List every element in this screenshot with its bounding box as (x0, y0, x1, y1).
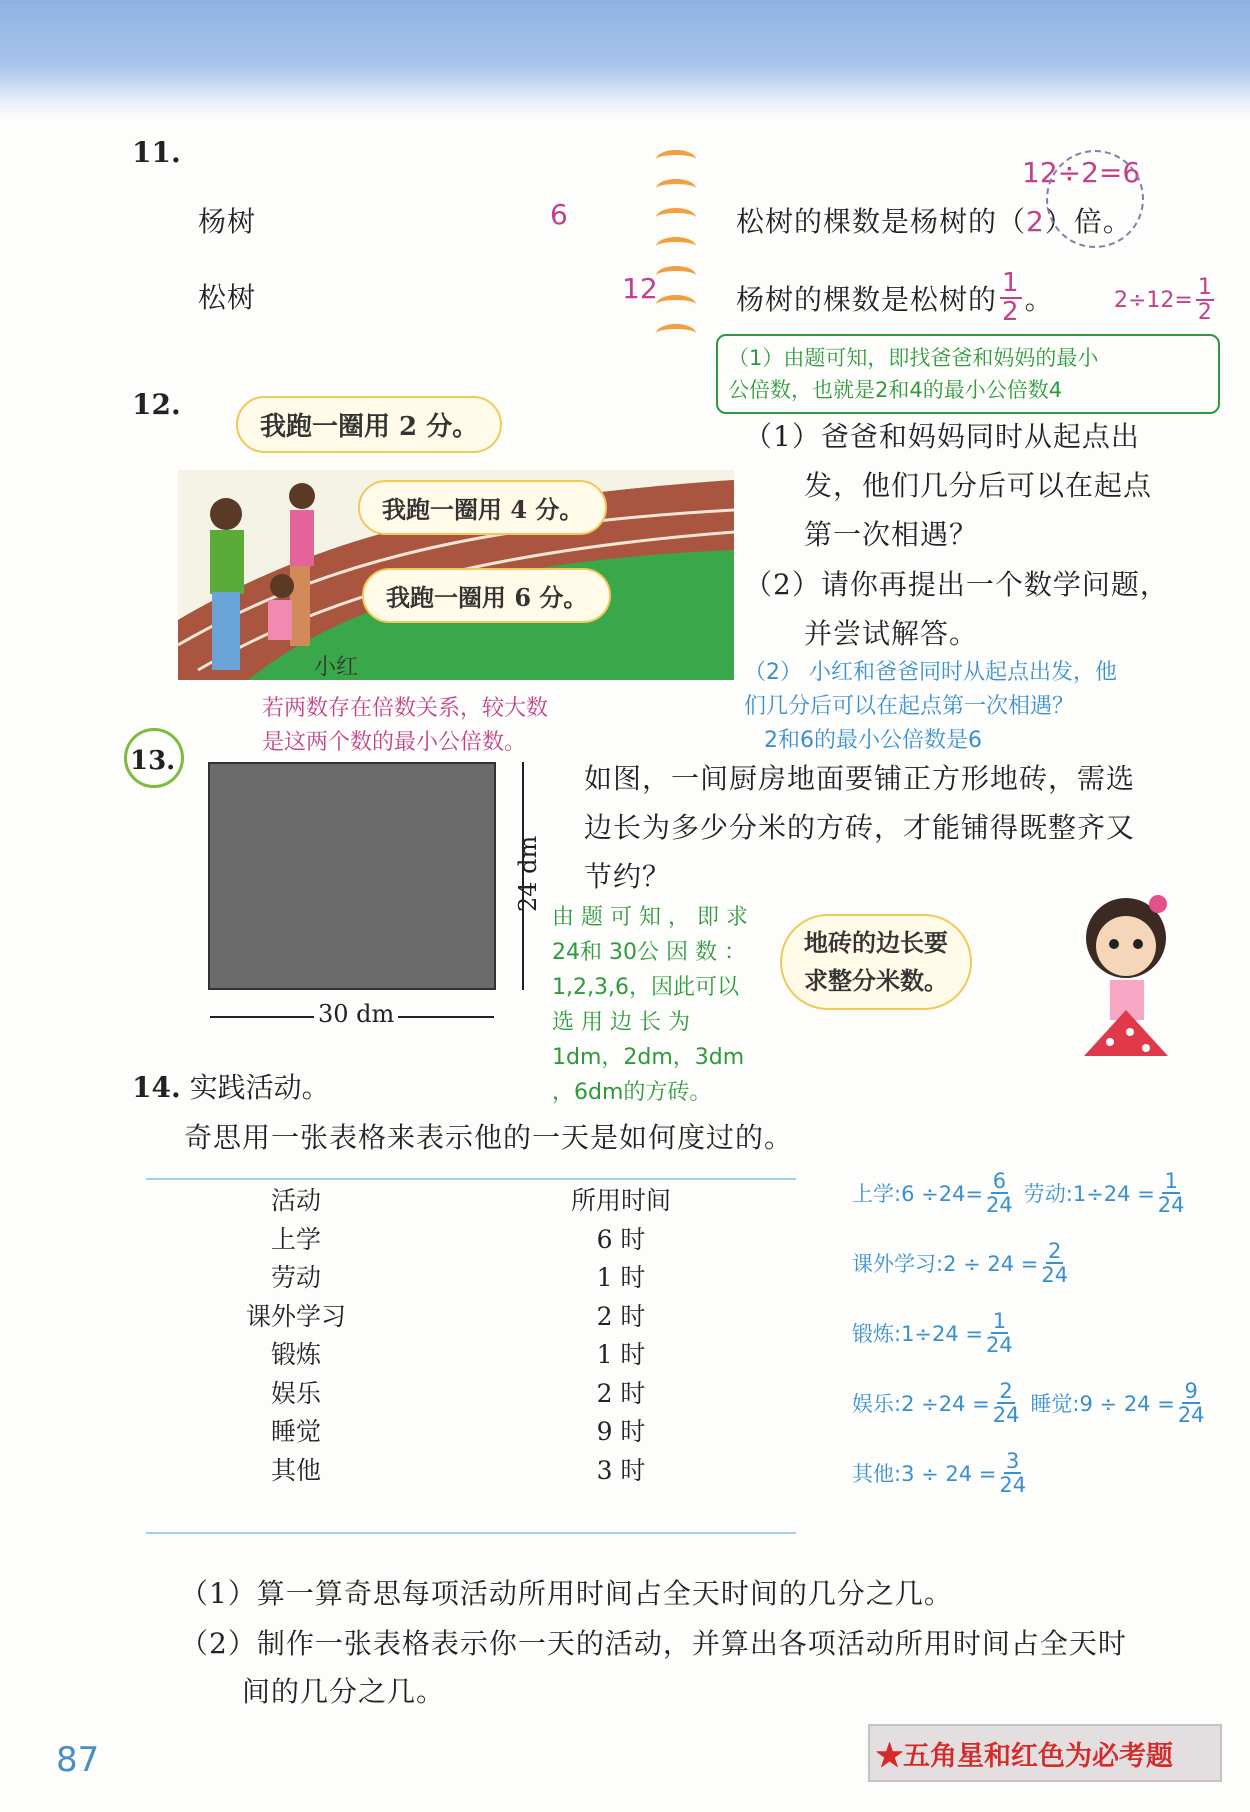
note-fraction (1178, 1380, 1205, 1426)
q11-note-calc2-pre: 2÷12= (1114, 287, 1193, 313)
q13-number: 13. (130, 746, 176, 776)
q11-q2-den: 2 (1002, 297, 1020, 328)
note-den: 24 (1157, 1193, 1185, 1218)
note-text: 其他:3 ÷ 24 = (852, 1462, 997, 1487)
q13-text-line1: 如图，一间厨房地面要铺正方形地砖，需选 (584, 762, 1136, 795)
q14-intro: 奇思用一张表格来表示他的一天是如何度过的。 (184, 1121, 794, 1154)
table-header-row (146, 1180, 796, 1219)
q11-q2-post: 。 (1024, 283, 1054, 317)
note-num: 6 (992, 1169, 1007, 1193)
q14-p2-line2: 间的几分之几。 (242, 1675, 446, 1708)
row-activity: 睡觉 (270, 1417, 321, 1447)
q12-bubble-dad: 我跑一圈用 2 分。 (236, 396, 502, 453)
note-den: 24 (1177, 1403, 1205, 1428)
q12-note-box (716, 334, 1220, 414)
q13-height-label: 24 dm (514, 835, 542, 912)
note-num: 2 (999, 1379, 1013, 1403)
q14-note-3 (852, 1310, 1016, 1356)
q11-row1-label: 杨树 (198, 205, 257, 238)
table-row (146, 1450, 796, 1489)
q13-note (552, 900, 748, 1110)
q14-note-2 (852, 1240, 1071, 1286)
q14-header (132, 1066, 330, 1106)
girl-character-icon (1054, 886, 1204, 1080)
q12-note-box-line1: （1）由题可知，即找爸爸和妈妈的最小 (728, 346, 1099, 370)
q14-title: 实践活动。 (189, 1071, 330, 1104)
q14-note-1 (852, 1170, 1188, 1216)
q12-p2-label: （2） (744, 568, 821, 601)
q11-question-2 (736, 270, 1054, 327)
note-text: 睡觉:9 ÷ 24 = (1030, 1392, 1175, 1417)
q11-q2-pre: 杨树的棵数是松树的 (736, 283, 998, 317)
q12-p2-line1: 请你再提出一个数学问题， (820, 568, 1169, 601)
note-num: 3 (1006, 1449, 1020, 1473)
q11-note-calc2 (1114, 276, 1217, 324)
q13-note-line6: ，6dm的方砖。 (552, 1080, 712, 1105)
q13-text-line3: 节约？ (584, 860, 672, 893)
q13-note-line3: 1,2,3,6，因此可以 (552, 975, 739, 1000)
q11-number: 11. (132, 136, 181, 169)
q14-part2 (180, 1620, 1127, 1716)
note-den: 24 (999, 1473, 1027, 1498)
page-number: 87 (56, 1740, 100, 1780)
q11-note-calc2-den: 2 (1197, 300, 1212, 326)
q12-note2 (744, 656, 1117, 758)
activity-table (146, 1180, 796, 1488)
table-row (146, 1334, 796, 1373)
table-row (146, 1411, 796, 1450)
spiral-binding-icon (656, 150, 696, 353)
note-text: 上学:6 ÷24= (852, 1182, 984, 1207)
kitchen-floor-rect (208, 762, 496, 990)
row-activity: 其他 (270, 1455, 321, 1485)
watermark-stamp-icon (1046, 150, 1144, 248)
table-header-time: 所用时间 (570, 1186, 671, 1216)
row-activity: 课外学习 (245, 1301, 346, 1331)
q13-note-line5: 1dm，2dm，3dm (552, 1045, 745, 1070)
row-time: 2 时 (596, 1378, 646, 1408)
q12-note-box-line2: 公倍数，也就是2和4的最小公倍数4 (728, 378, 1063, 402)
q13-note-line2: 24和 30公 因 数 ： (552, 940, 746, 965)
q13-width-label: 30 dm (314, 1000, 398, 1028)
q11-note-calc2-fraction (1196, 276, 1214, 324)
note-fraction (1041, 1240, 1068, 1286)
q11-note-calc1: 12÷2=6 (1022, 156, 1141, 189)
q13-bubble (780, 914, 972, 1010)
note-num: 1 (1164, 1169, 1178, 1193)
q12-note2-line1: （2） 小红和爸爸同时从起点出发，他 (744, 660, 1117, 685)
q12-note-pink-line2: 是这两个数的最小公倍数。 (262, 730, 527, 755)
q12-part1 (744, 412, 1152, 559)
header-sky-band (0, 0, 1250, 120)
q14-part1: （1）算一算奇思每项活动所用时间占全天时间的几分之几。 (180, 1577, 953, 1610)
q13-text-line2: 边长为多少分米的方砖，才能铺得既整齐又 (584, 811, 1136, 844)
q14-note-4 (852, 1380, 1208, 1426)
q12-note-pink-line1: 若两数存在倍数关系，较大数 (262, 696, 549, 721)
note-fraction (993, 1380, 1020, 1426)
q14-number: 14. (132, 1071, 181, 1104)
q11-q2-num: 1 (1002, 268, 1020, 298)
q13-bubble-line1: 地砖的边长要 (804, 928, 948, 957)
q13-note-line4: 选 用 边 长 为 (552, 1010, 690, 1035)
q12-p1-line1: 爸爸和妈妈同时从起点出 (820, 420, 1140, 453)
q12-note2-line3: 2和6的最小公倍数是6 (764, 728, 982, 753)
q11-row2-count: 12 (622, 272, 658, 305)
table-header-activity: 活动 (270, 1186, 321, 1216)
note-fraction (986, 1310, 1013, 1356)
q12-number: 12. (132, 388, 181, 421)
note-fraction (986, 1170, 1013, 1216)
note-text: 劳动:1÷24 = (1023, 1182, 1155, 1207)
q11-q1-pre: 松树的棵数是杨树的（ (736, 205, 1027, 238)
row-time: 9 时 (596, 1417, 646, 1447)
table-row (146, 1219, 796, 1258)
note-den: 24 (1041, 1263, 1069, 1288)
q12-bubble-mom: 我跑一圈用 4 分。 (358, 480, 607, 535)
q11-note-calc2-num: 1 (1197, 275, 1212, 300)
q11-q2-fraction (1000, 270, 1022, 327)
row-activity: 劳动 (270, 1263, 321, 1293)
q12-part2 (744, 560, 1169, 658)
table-row (146, 1373, 796, 1412)
q13-text (584, 754, 1135, 901)
note-text: 娱乐:2 ÷24 = (852, 1392, 990, 1417)
note-den: 24 (986, 1193, 1013, 1218)
q11-row2-label: 松树 (198, 281, 257, 314)
table-bottom-rule (146, 1532, 796, 1534)
note-text: 锻炼:1÷24 = (852, 1322, 984, 1347)
note-fraction (1158, 1170, 1185, 1216)
note-text: 课外学习:2 ÷ 24 = (852, 1252, 1039, 1277)
row-time: 2 时 (596, 1301, 646, 1331)
row-time: 1 时 (596, 1263, 646, 1293)
q14-note-5 (852, 1450, 1029, 1496)
table-row (146, 1296, 796, 1335)
note-num: 1 (992, 1309, 1007, 1333)
footer-banner: ★五角星和红色为必考题 (876, 1741, 1173, 1772)
q12-name-label: 小红 (314, 655, 359, 680)
note-fraction (999, 1450, 1026, 1496)
row-time: 1 时 (596, 1340, 646, 1370)
q12-note-pink (262, 692, 548, 760)
q12-note2-line2: 们几分后可以在起点第一次相遇？ (744, 694, 1075, 719)
table-row (146, 1257, 796, 1296)
q12-p1-label: （1） (744, 420, 821, 453)
note-den: 24 (986, 1333, 1013, 1358)
q11-row1-count: 6 (550, 198, 568, 231)
q13-bubble-line2: 求整分米数。 (804, 966, 948, 995)
row-activity: 娱乐 (270, 1378, 321, 1408)
q14-p2-line1: （2）制作一张表格表示你一天的活动，并算出各项活动所用时间占全天时 (180, 1627, 1127, 1660)
q12-p2-line2: 并尝试解答。 (804, 617, 979, 650)
row-activity: 锻炼 (270, 1340, 321, 1370)
q12-p1-line2: 发，他们几分后可以在起点 (804, 469, 1153, 502)
q12-bubble-xiaohong: 我跑一圈用 6 分。 (362, 568, 611, 623)
q12-p1-line3: 第一次相遇？ (804, 518, 979, 551)
row-time: 3 时 (596, 1455, 646, 1485)
q11-q1-post: ）倍。 (1044, 205, 1132, 238)
q13-note-line1: 由 题 可 知 ， 即 求 (552, 905, 748, 930)
row-time: 6 时 (596, 1224, 646, 1254)
q11-q1-answer: 2 (1026, 205, 1045, 238)
note-den: 24 (992, 1403, 1020, 1428)
note-num: 2 (1048, 1239, 1062, 1263)
note-num: 9 (1184, 1379, 1198, 1403)
row-activity: 上学 (270, 1224, 321, 1254)
